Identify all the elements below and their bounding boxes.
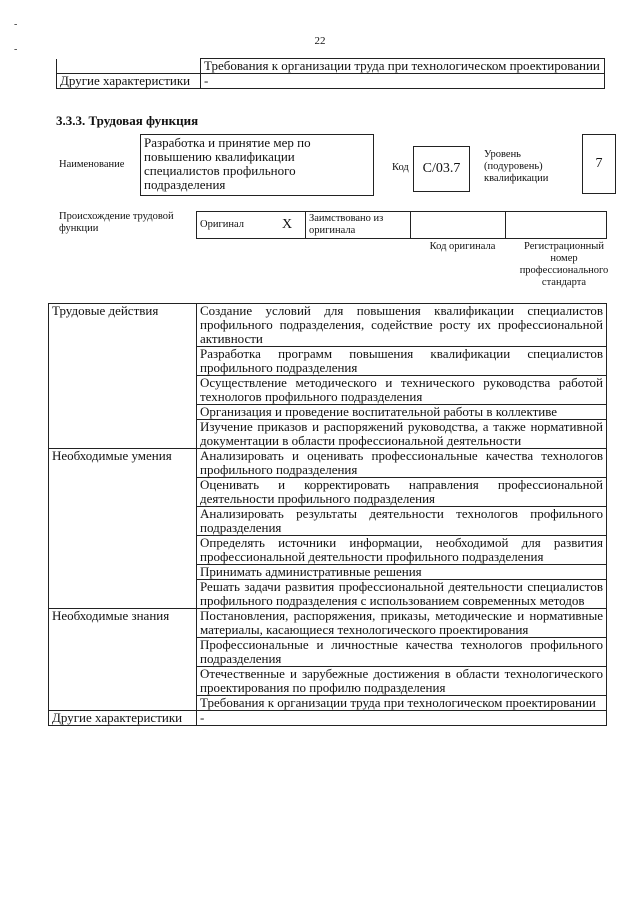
- section-title: 3.3.3. Трудовая функция: [56, 113, 199, 128]
- level-label: Уровень (подуровень) квалификации: [484, 149, 549, 184]
- naming-label: Наименование: [59, 159, 125, 170]
- table-cell: Осуществление методического и технического руководства работой технологов профильного подразделения: [197, 376, 607, 405]
- table-row: [49, 449, 607, 478]
- function-details-table: [48, 303, 607, 726]
- table-cell: Отечественные и зарубежные достижения в области технологического проектирования по профилю подразделения: [197, 667, 607, 696]
- code-label: Код: [392, 162, 409, 173]
- origin-label: Происхождение трудовой функции: [59, 211, 174, 234]
- table-row: [49, 609, 607, 638]
- table-cell: Изучение приказов и распоряжений руководства, а также нормативной документации в области профессиональной деятельности: [197, 420, 607, 449]
- reg-number-cell: [506, 212, 607, 239]
- table-cell: Постановления, распоряжения, приказы, методические и нормативные материалы, касающиеся технологического проектирования: [197, 609, 607, 638]
- table-cell: -: [197, 711, 607, 726]
- table-row: [57, 59, 605, 74]
- level-value: 7: [582, 134, 616, 194]
- borrowed-label: Заимствовано из оригинала: [306, 212, 411, 239]
- row-label: Трудовые действия: [49, 304, 197, 449]
- table-row: [57, 74, 605, 89]
- row-label: Другие характеристики: [49, 711, 197, 726]
- row-label: Необходимые умения: [49, 449, 197, 609]
- page-number: 22: [314, 35, 326, 47]
- table-cell: Анализировать и оценивать профессиональные качества технологов профильного подразделения: [197, 449, 607, 478]
- table-cell: Требования к организации труда при технологическом проектировании: [197, 696, 607, 711]
- table-cell: Определять источники информации, необходимой для развития профессиональной деятельности профильного подразделения: [197, 536, 607, 565]
- table-cell: Профессиональные и личностные качества технологов профильного подразделения: [197, 638, 607, 667]
- table-cell: Принимать административные решения: [197, 565, 607, 580]
- table-row: [49, 304, 607, 347]
- function-name: Разработка и принятие мер по повышению квалификации специалистов профильного подразделения: [140, 134, 374, 196]
- row-label: [57, 59, 201, 74]
- table-row: [197, 212, 607, 239]
- table-row: [49, 711, 607, 726]
- row-value: -: [201, 74, 605, 89]
- row-label: Другие характеристики: [57, 74, 201, 89]
- table-cell: Решать задачи развития профессиональной деятельности специалистов профильного подразделения с использованием современных методов: [197, 580, 607, 609]
- reg-number-caption: Регистрационный номер профессионального стандарта: [519, 241, 609, 288]
- row-label: Необходимые знания: [49, 609, 197, 711]
- table-cell: Организация и проведение воспитательной работы в коллективе: [197, 405, 607, 420]
- code-value: C/03.7: [413, 146, 470, 192]
- table-cell: Разработка программ повышения квалификации специалистов профильного подразделения: [197, 347, 607, 376]
- origin-table: [196, 211, 607, 239]
- continuation-table: [56, 58, 605, 89]
- original-mark: X: [269, 212, 306, 239]
- margin-mark: -: [14, 19, 18, 30]
- table-cell: Создание условий для повышения квалификации специалистов профильного подразделения, содействие росту их профессиональной активности: [197, 304, 607, 347]
- table-cell: Оценивать и корректировать направления профессиональной деятельности профильного подразделения: [197, 478, 607, 507]
- table-cell: Анализировать результаты деятельности технологов профильного подразделения: [197, 507, 607, 536]
- code-original-caption: Код оригинала: [429, 241, 496, 252]
- margin-mark: -: [14, 44, 18, 55]
- original-label: Оригинал: [197, 212, 270, 239]
- row-value: Требования к организации труда при технологическом проектировании: [201, 59, 605, 74]
- code-original-cell: [411, 212, 506, 239]
